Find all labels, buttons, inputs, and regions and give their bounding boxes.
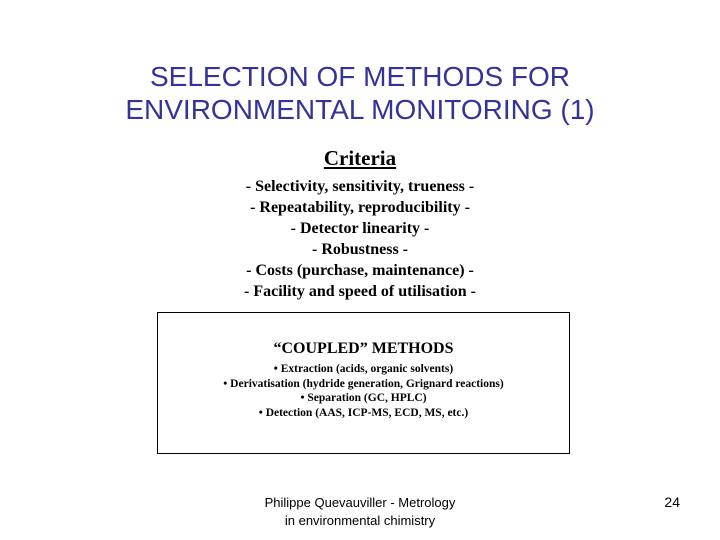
criteria-heading: Criteria <box>323 146 397 170</box>
slide-title-line-2: ENVIRONMENTAL MONITORING (1) <box>125 94 595 125</box>
footer-credit-line-2: in environmental chimistry <box>284 513 436 528</box>
criteria-list <box>0 176 720 302</box>
criteria-item: - Repeatability, reproducibility - <box>250 199 470 216</box>
footer-credit <box>200 494 520 530</box>
criteria-item: - Facility and speed of utilisation - <box>243 283 476 300</box>
coupled-methods-list <box>138 362 589 420</box>
criteria-item: - Costs (purchase, maintenance) - <box>246 262 474 279</box>
slide-title-line-1: SELECTION OF METHODS FOR <box>149 61 571 92</box>
criteria-item: - Robustness - <box>311 241 408 258</box>
page-number: 24 <box>664 494 680 510</box>
footer-credit-line-1: Philippe Quevauviller - Metrology <box>264 495 456 510</box>
criteria-item: - Selectivity, sensitivity, trueness - <box>245 178 475 195</box>
coupled-method-item: • Derivatisation (hydride generation, Grignard reactions) <box>223 377 504 390</box>
criteria-item: - Detector linearity - <box>290 220 430 237</box>
coupled-methods-box <box>157 312 570 454</box>
coupled-method-item: • Separation (GC, HPLC) <box>300 392 427 404</box>
coupled-method-item: • Detection (AAS, ICP-MS, ECD, MS, etc.) <box>258 406 469 419</box>
coupled-method-item: • Extraction (acids, organic solvents) <box>273 363 454 375</box>
slide-title <box>0 60 720 126</box>
coupled-methods-title: “COUPLED” METHODS <box>273 340 454 357</box>
